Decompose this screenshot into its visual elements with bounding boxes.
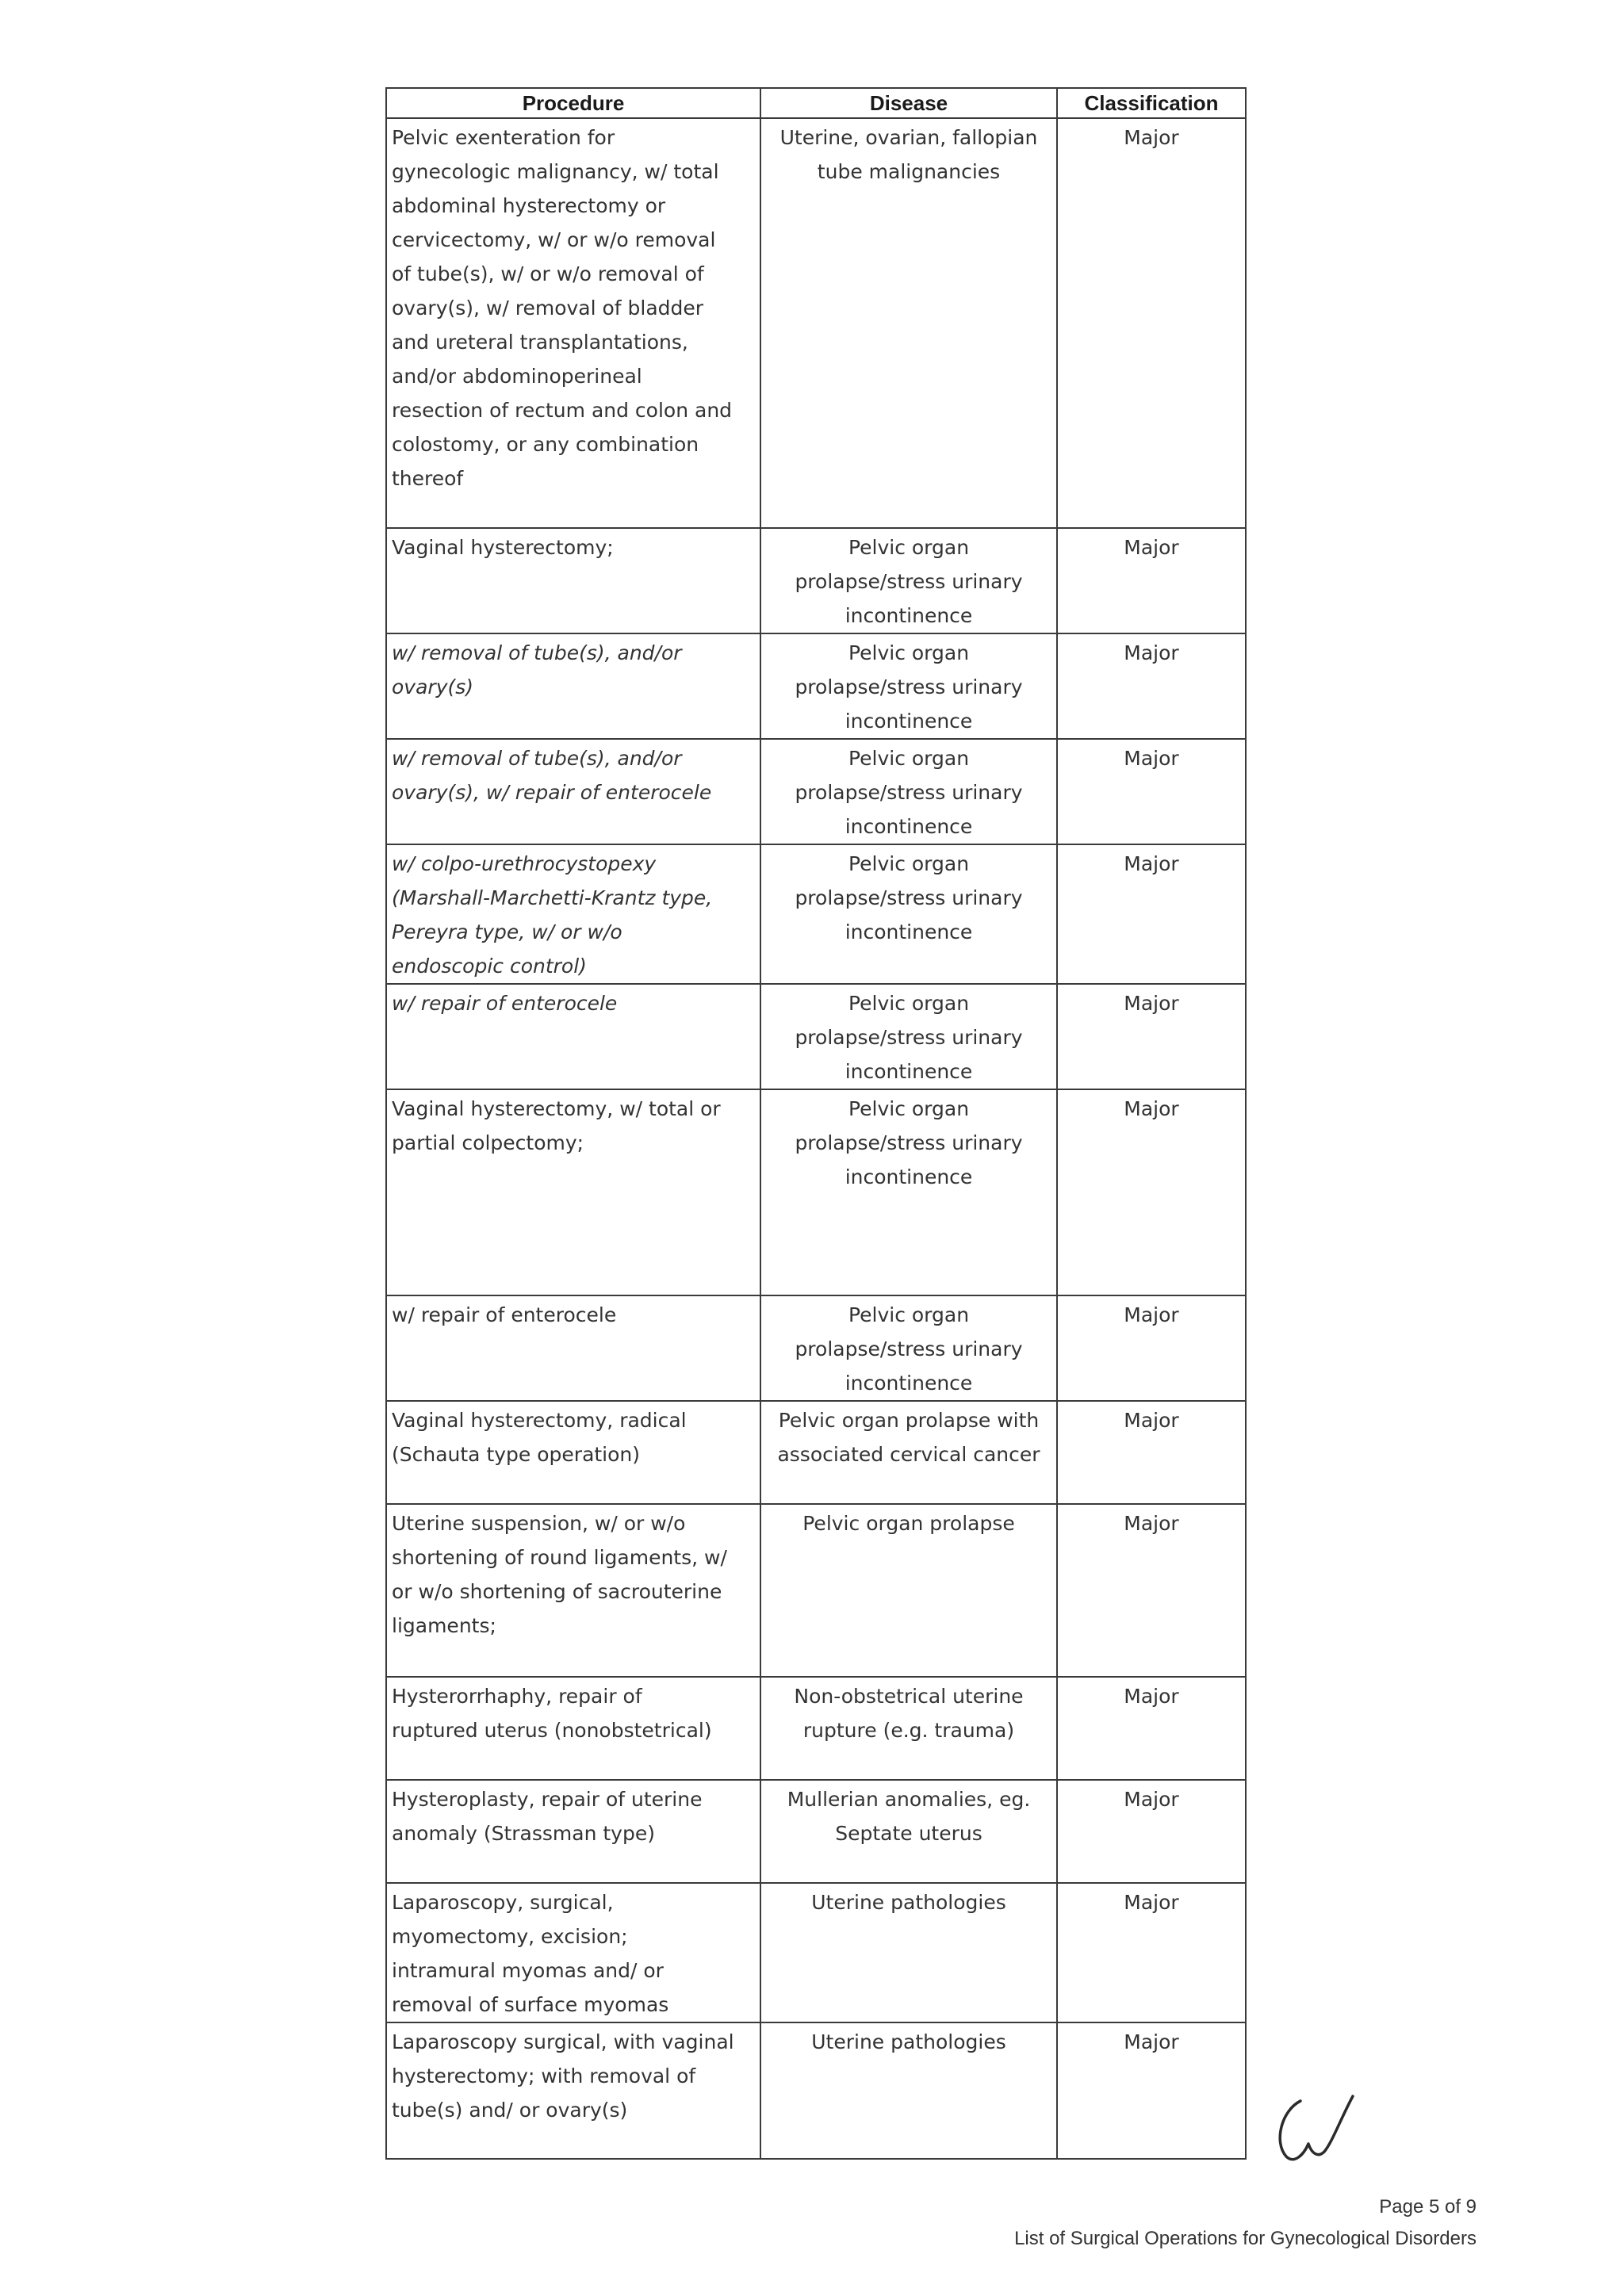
- disease-cell-text: Pelvic organ prolapse with associated cervical cancer: [777, 1409, 1040, 1466]
- classification-cell-text: Major: [1124, 852, 1179, 875]
- table-row: [386, 1089, 1246, 1295]
- procedure-cell: [386, 1504, 760, 1677]
- disease-cell: [760, 1883, 1057, 2022]
- classification-cell-text: Major: [1124, 641, 1179, 664]
- classification-cell: [1057, 2022, 1246, 2159]
- procedure-cell: [386, 1401, 760, 1504]
- classification-cell: [1057, 1883, 1246, 2022]
- procedure-cell-text: Laparoscopy surgical, with vaginal hysterectomy; with removal of tube(s) and/ or ovary(s): [392, 2030, 734, 2122]
- footer-document-title: List of Surgical Operations for Gynecological Disorders: [1014, 2228, 1477, 2249]
- table-row: [386, 118, 1246, 528]
- classification-cell: [1057, 1780, 1246, 1883]
- disease-cell-text: Uterine, ovarian, fallopian tube malignancies: [779, 126, 1038, 183]
- classification-cell-text: Major: [1124, 747, 1179, 770]
- classification-cell: [1057, 1089, 1246, 1295]
- classification-cell-text: Major: [1124, 126, 1179, 149]
- header-classification: Classification: [1057, 88, 1246, 118]
- procedure-cell: [386, 1883, 760, 2022]
- procedure-cell: [386, 739, 760, 844]
- disease-cell: [760, 844, 1057, 984]
- classification-cell: [1057, 118, 1246, 528]
- procedure-cell-text: w/ repair of enterocele: [392, 1303, 617, 1326]
- classification-cell-text: Major: [1124, 1512, 1179, 1535]
- table-row: [386, 1677, 1246, 1780]
- procedure-cell-text: Hysteroplasty, repair of uterine anomaly (Strassman type): [392, 1788, 703, 1845]
- procedure-cell-text: Vaginal hysterectomy, w/ total or partial colpectomy;: [392, 1097, 721, 1154]
- procedure-cell: [386, 118, 760, 528]
- classification-cell-text: Major: [1124, 536, 1179, 559]
- procedure-cell-text: w/ removal of tube(s), and/or ovary(s): [392, 641, 682, 698]
- procedure-cell-text: w/ repair of enterocele: [392, 992, 618, 1015]
- disease-cell-text: Mullerian anomalies, eg. Septate uterus: [787, 1788, 1031, 1845]
- disease-cell: [760, 528, 1057, 633]
- classification-cell: [1057, 739, 1246, 844]
- classification-cell-text: Major: [1124, 1891, 1179, 1914]
- disease-cell-text: Uterine pathologies: [811, 1891, 1006, 1914]
- procedure-cell: [386, 984, 760, 1089]
- classification-cell: [1057, 1401, 1246, 1504]
- disease-cell-text: Non-obstetrical uterine rupture (e.g. trauma): [794, 1685, 1024, 1742]
- disease-cell: [760, 633, 1057, 739]
- disease-cell: [760, 1677, 1057, 1780]
- procedure-cell: [386, 2022, 760, 2159]
- table-body: [386, 118, 1246, 2159]
- table-row: [386, 2022, 1246, 2159]
- table-row: [386, 739, 1246, 844]
- table-row: [386, 633, 1246, 739]
- classification-cell-text: Major: [1124, 1097, 1179, 1120]
- signature-mark: [1264, 2087, 1359, 2174]
- disease-cell-text: Uterine pathologies: [811, 2030, 1006, 2053]
- disease-cell-text: Pelvic organ prolapse/stress urinary incontinence: [795, 747, 1023, 838]
- disease-cell-text: Pelvic organ prolapse/stress urinary incontinence: [795, 1097, 1023, 1188]
- procedure-cell-text: Pelvic exenteration for gynecologic malignancy, w/ total abdominal hysterectomy or cervicectomy, w/ or w/o removal of tube(s), w/ or w/o removal of ovary(s), w/ removal of bladder and ureteral transplantations, and/or abdominoperineal resection of rectum and colon and colostomy, or any combination thereof: [392, 126, 733, 490]
- disease-cell-text: Pelvic organ prolapse/stress urinary incontinence: [795, 852, 1023, 943]
- disease-cell: [760, 1089, 1057, 1295]
- disease-cell-text: Pelvic organ prolapse/stress urinary incontinence: [795, 992, 1023, 1083]
- procedure-table: [385, 87, 1247, 2160]
- procedure-cell-text: Uterine suspension, w/ or w/o shortening of round ligaments, w/ or w/o shortening of sacrouterine ligaments;: [392, 1512, 727, 1637]
- disease-cell: [760, 1401, 1057, 1504]
- procedure-cell-text: Vaginal hysterectomy, radical (Schauta type operation): [392, 1409, 687, 1466]
- header-procedure: Procedure: [386, 88, 760, 118]
- procedure-cell-text: Laparoscopy, surgical, myomectomy, excision; intramural myomas and/ or removal of surface myomas: [392, 1891, 669, 2016]
- classification-cell: [1057, 1504, 1246, 1677]
- table-row: [386, 1295, 1246, 1401]
- classification-cell-text: Major: [1124, 1409, 1179, 1432]
- disease-cell-text: Pelvic organ prolapse: [802, 1512, 1015, 1535]
- disease-cell-text: Pelvic organ prolapse/stress urinary incontinence: [795, 536, 1023, 627]
- procedure-cell-text: Hysterorrhaphy, repair of ruptured uterus (nonobstetrical): [392, 1685, 712, 1742]
- table-row: [386, 984, 1246, 1089]
- classification-cell: [1057, 1677, 1246, 1780]
- table-row: [386, 844, 1246, 984]
- procedure-cell: [386, 1295, 760, 1401]
- table-header-row: [386, 88, 1246, 118]
- procedure-cell: [386, 633, 760, 739]
- procedure-cell: [386, 844, 760, 984]
- disease-cell: [760, 118, 1057, 528]
- classification-cell-text: Major: [1124, 1303, 1179, 1326]
- classification-cell: [1057, 1295, 1246, 1401]
- disease-cell-text: Pelvic organ prolapse/stress urinary incontinence: [795, 641, 1023, 733]
- header-disease: Disease: [760, 88, 1057, 118]
- classification-cell: [1057, 984, 1246, 1089]
- procedure-cell-text: Vaginal hysterectomy;: [392, 536, 614, 559]
- procedure-cell: [386, 1089, 760, 1295]
- disease-cell: [760, 2022, 1057, 2159]
- procedure-cell-text: w/ colpo-urethrocystopexy (Marshall-Marchetti-Krantz type, Pereyra type, w/ or w/o endoscopic control): [392, 852, 713, 978]
- procedure-cell-text: w/ removal of tube(s), and/or ovary(s), w/ repair of enterocele: [392, 747, 712, 804]
- procedure-cell: [386, 1677, 760, 1780]
- table-row: [386, 1401, 1246, 1504]
- classification-cell: [1057, 633, 1246, 739]
- classification-cell-text: Major: [1124, 1788, 1179, 1811]
- disease-cell: [760, 1780, 1057, 1883]
- disease-cell: [760, 739, 1057, 844]
- table-row: [386, 1504, 1246, 1677]
- disease-cell: [760, 1295, 1057, 1401]
- classification-cell: [1057, 528, 1246, 633]
- classification-cell-text: Major: [1124, 1685, 1179, 1708]
- table-row: [386, 1883, 1246, 2022]
- classification-cell: [1057, 844, 1246, 984]
- classification-cell-text: Major: [1124, 2030, 1179, 2053]
- classification-cell-text: Major: [1124, 992, 1179, 1015]
- table-row: [386, 1780, 1246, 1883]
- disease-cell-text: Pelvic organ prolapse/stress urinary incontinence: [795, 1303, 1023, 1395]
- disease-cell: [760, 984, 1057, 1089]
- footer-page-number: Page 5 of 9: [1379, 2196, 1477, 2218]
- procedure-cell: [386, 528, 760, 633]
- table-row: [386, 528, 1246, 633]
- disease-cell: [760, 1504, 1057, 1677]
- procedure-cell: [386, 1780, 760, 1883]
